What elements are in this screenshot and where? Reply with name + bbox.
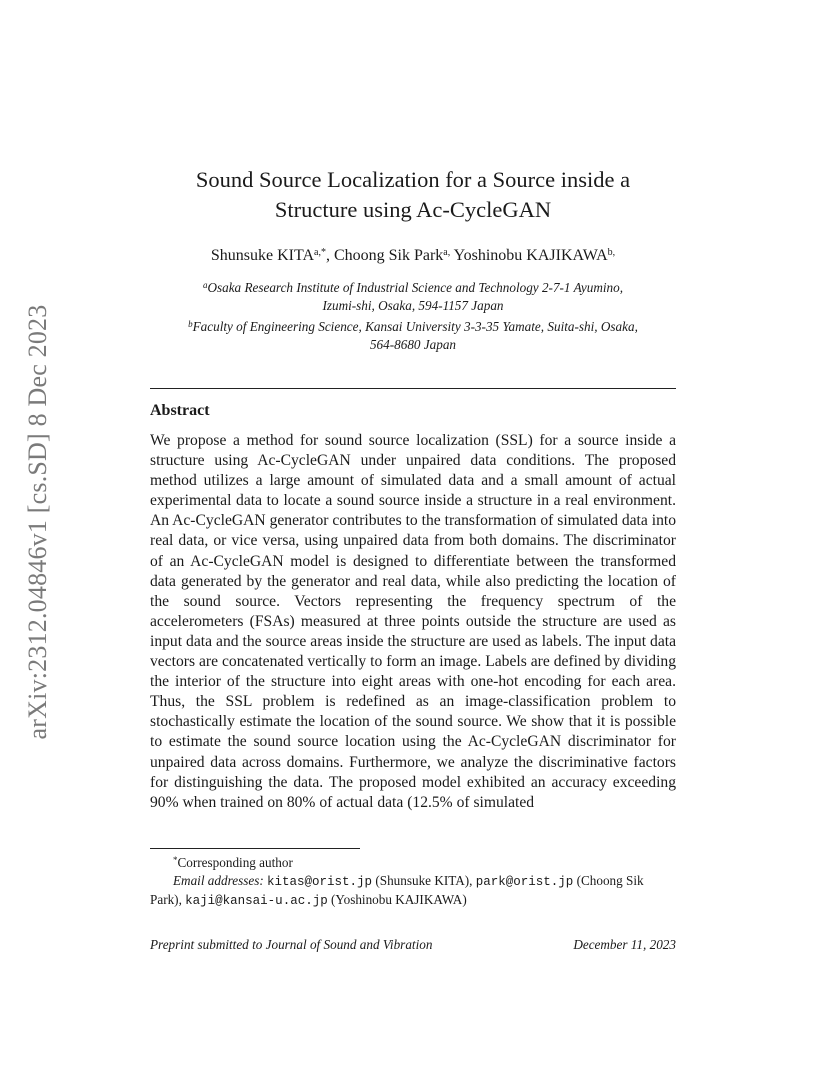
author-name: Choong Sik Park: [333, 247, 444, 264]
affiliation-mark: b: [188, 319, 193, 329]
email-link[interactable]: kitas@orist.jp: [267, 875, 373, 889]
affiliation-a: [150, 276, 676, 297]
affiliation-b-cont: 564-8680 Japan: [369, 337, 457, 352]
email-addresses: [150, 872, 676, 891]
affiliation-b: [150, 315, 676, 336]
abstract-top-rule: [150, 388, 676, 389]
preprint-footer: [150, 937, 676, 953]
abstract-heading: Abstract: [150, 402, 210, 419]
author-name: Shunsuke KITA: [210, 247, 314, 264]
arxiv-identifier-text: arXiv:2312.04846v1 [cs.SD] 8 Dec 2023: [23, 304, 52, 740]
email-label: Email addresses:: [173, 873, 264, 888]
affiliation-a-cont: Izumi-shi, Osaka, 594-1157 Japan: [322, 298, 504, 313]
footnote-mark: *: [173, 855, 178, 865]
footnote-rule: [150, 848, 360, 849]
corresponding-author-note: [150, 851, 676, 872]
corresponding-author-text: Corresponding author: [177, 855, 293, 870]
email-owner: (Shunsuke KITA),: [375, 873, 473, 888]
email-owner-prefix: Park),: [150, 892, 182, 907]
email-addresses-cont: [150, 891, 676, 910]
author-affil-mark: b,: [607, 247, 616, 258]
author-list: Shunsuke $KITA^{a,*}$, Choong Sik Park$^{a,}$ Yoshinobu $KAJIKAWA^{b,}$: [210, 247, 616, 264]
author-affil-mark: a,: [443, 247, 451, 258]
affiliation-text: Faculty of Engineering Science, Kansai University 3-3-35 Yamate, Suita-shi, Osaka,: [192, 319, 638, 334]
affiliation-text: Osaka Research Institute of Industrial Science and Technology 2-7-1 Ayumino,: [207, 280, 624, 295]
affiliation-list: [150, 276, 676, 354]
abstract-body: We propose a method for sound source localization (SSL) for a source inside a structure using Ac-CycleGAN under unpaired data conditions. The proposed method utilizes a large amount of simulated data and a small amount of actual experimental data to locate a sound source inside a structure in a real environment. An Ac-CycleGAN generator contributes to the transformation of simulated data into real data, or vice versa, using unpaired data from both domains. The discriminator of an Ac-CycleGAN model is designed to differentiate between the transformed data generated by the generator and real data, while also predicting the location of the sound source. Vectors representing the frequency spectrum of the accelerometers (FSAs) measured at three points outside the structure are used as input data and the source areas inside the structure are used as labels. The input data vectors are concatenated vertically to form an image. Labels are defined by dividing the interior of the structure into eight areas with one-hot encoding for each area. Thus, the SSL problem is redefined as an image-classification problem to stochastically estimate the location of the sound source. We show that it is possible to estimate the sound source location using the Ac-CycleGAN discriminator for unpaired data across domains. Furthermore, we analyze the discriminative factors for distinguishing the data. The proposed model exhibited an accuracy exceeding 90% when trained on 80% of actual data (12.5% of simulated: [150, 432, 676, 811]
preprint-date: December 11, 2023: [573, 937, 676, 952]
footnote: [150, 851, 676, 910]
arxiv-identifier: [18, 292, 58, 752]
title-line-2: Structure using Ac-CycleGAN: [274, 197, 552, 222]
paper-title: [150, 165, 676, 225]
email-owner: (Yoshinobu KAJIKAWA): [331, 892, 467, 907]
email-owner: (Choong Sik: [576, 873, 644, 888]
email-link[interactable]: kaji@kansai-u.ac.jp: [185, 894, 328, 908]
title-line-1: Sound Source Localization for a Source inside a: [195, 167, 631, 192]
author-name: Yoshinobu KAJIKAWA: [453, 247, 608, 264]
affiliation-mark: a: [202, 280, 208, 290]
email-link[interactable]: park@orist.jp: [475, 875, 574, 889]
author-affil-mark: a,*: [314, 247, 326, 258]
preprint-venue: Preprint submitted to Journal of Sound and Vibration: [150, 937, 433, 952]
